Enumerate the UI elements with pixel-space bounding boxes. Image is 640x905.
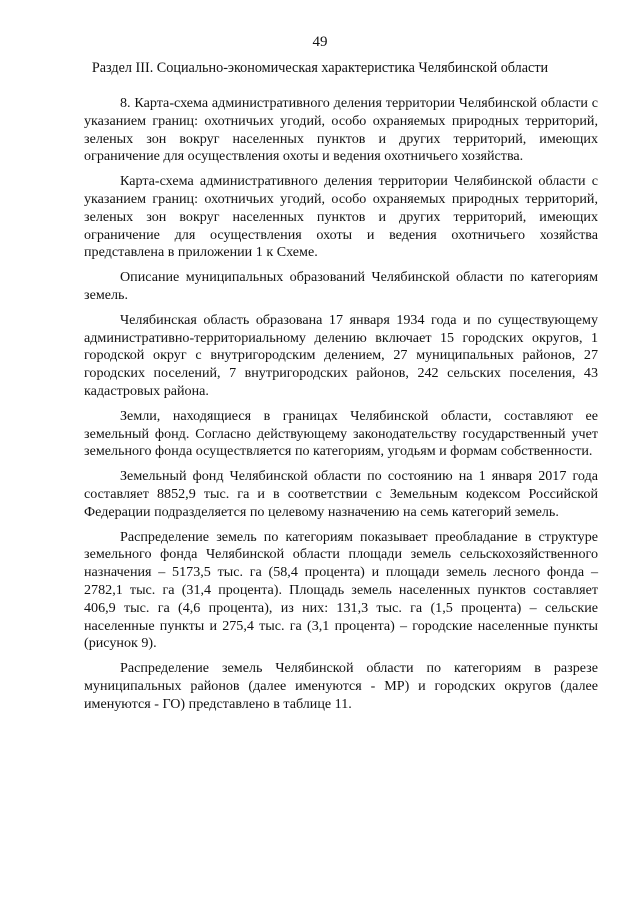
paragraph-table-reference: Распределение земель Челябинской области по категориям в разрезе муниципальных районов (далее именуются - МР) и городских округов (далее именуются - ГО) представлено в таблице 11.	[84, 660, 598, 712]
paragraph-map-item: 8. Карта-схема административного деления территории Челябинской области с указанием границ: охотничьих угодий, особо охраняемых природных территорий, зеленых зон вокруг населенных пунктов и других территорий, имеющих ограничение для осуществления охоты и ведения охотничьего хозяйства.	[84, 95, 598, 165]
document-body	[84, 95, 598, 721]
paragraph-land-categories-heading: Описание муниципальных образований Челябинской области по категориям земель.	[84, 269, 598, 303]
paragraph-land-fund-size: Земельный фонд Челябинской области по состоянию на 1 января 2017 года составляет 8852,9 тыс. га и в соответствии с Земельным кодексом Российской Федерации подразделяется по целевому назначению на семь категорий земель.	[84, 468, 598, 520]
section-title: Раздел III. Социально-экономическая характеристика Челябинской области	[91, 60, 549, 76]
paragraph-region-formation: Челябинская область образована 17 января 1934 года и по существующему административно-территориальному делению включает 15 городских округов, 1 городской округ с внутригородским делением, 27 муниципальных районов, 27 городских поселений, 7 внутригородских районов, 242 сельских поселения, 43 кадастровых района.	[84, 311, 598, 399]
paragraph-land-distribution: Распределение земель по категориям показывает преобладание в структуре земельного фонда Челябинской области площади земель сельскохозяйственного назначения – 5173,5 тыс. га (58,4 процента) и площади земель лесного фонда – 2782,1 тыс. га (31,4 процента). Площадь земель населенных пунктов составляет 406,9 тыс. га (4,6 процента), из них: 131,3 тыс. га (1,5 процента) – сельские населенные пункты и 275,4 тыс. га (3,1 процента) – городские населенные пункты (рисунок 9).	[84, 528, 598, 652]
page-number: 49	[312, 34, 328, 50]
paragraph-map-description: Карта-схема административного деления территории Челябинской области с указанием границ: охотничьих угодий, особо охраняемых природных территорий, зеленых зон вокруг населенных пунктов и других территорий, имеющих ограничение для осуществления охоты и ведения охотничьего хозяйства представлена в приложении 1 к Схеме.	[84, 173, 598, 261]
paragraph-land-fund: Земли, находящиеся в границах Челябинской области, составляют ее земельный фонд. Согласно действующему законодательству государственный учет земельного фонда осуществляется по категориям, угодьям и формам собственности.	[84, 407, 598, 460]
